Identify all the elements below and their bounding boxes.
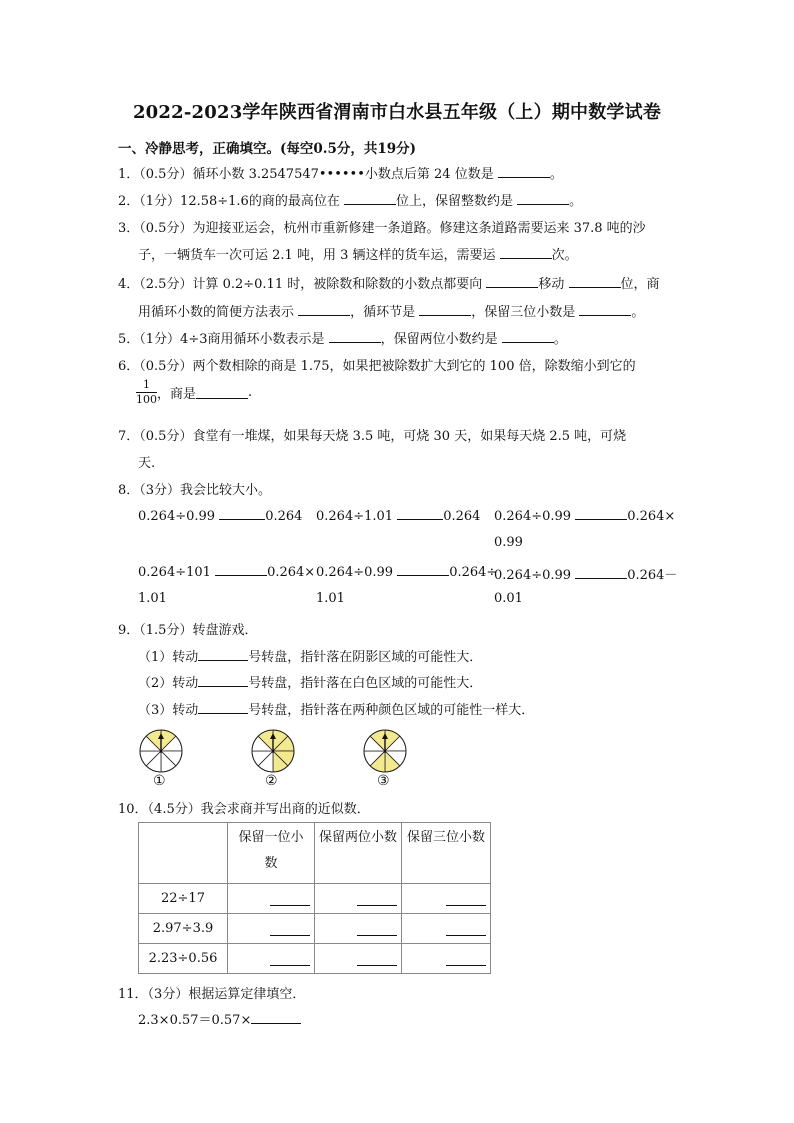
- table-row: [139, 944, 491, 974]
- answer-blank[interactable]: [219, 508, 265, 520]
- answer-blank[interactable]: [575, 567, 627, 579]
- answer-blank[interactable]: [357, 891, 397, 906]
- question-7-line-2: 天.: [138, 456, 156, 471]
- question-11-line-1: 2.3×0.57＝0.57×: [138, 1009, 301, 1028]
- question-7-line-1: 7．（0.5分）食堂有一堆煤，如果每天烧 3.5 吨，可烧 30 天，如果每天烧 2.5 吨，可烧: [118, 429, 627, 444]
- answer-blank[interactable]: [198, 649, 248, 661]
- compare-item: 0.264÷101 0.264×: [138, 565, 316, 580]
- spinner-2: [249, 727, 297, 775]
- answer-blank[interactable]: [397, 564, 449, 576]
- answer-blank[interactable]: [198, 675, 248, 687]
- question-9-item: （2）转动 号转盘，指针落在白色区域的可能性大．: [138, 676, 483, 691]
- compare-item: 0.264÷0.99 0.264÷: [316, 565, 498, 580]
- compare-item-wrap: 1.01: [316, 591, 345, 606]
- answer-blank[interactable]: [270, 921, 310, 936]
- row-label: 22÷17: [139, 884, 228, 914]
- question-6-line-2: $\frac{1}{100}$ ，商是 .: [136, 378, 253, 406]
- question-5: 5．（1分）4÷3商用循环小数表示是 ，保留两位小数约是 。: [118, 332, 567, 347]
- answer-blank[interactable]: [419, 304, 471, 316]
- question-9-heading: 9．（1.5分）转盘游戏．: [118, 623, 258, 638]
- answer-blank[interactable]: [357, 921, 397, 936]
- question-1: 1．（0.5分）循环小数 3.2547547••••••小数点后第 24 位数是 。: [118, 167, 563, 182]
- answer-blank[interactable]: [517, 193, 569, 205]
- compare-item: 0.264÷0.99 0.264: [138, 509, 303, 524]
- row-label: 2.23÷0.56: [139, 944, 228, 974]
- answer-blank[interactable]: [446, 891, 486, 906]
- question-6-line-1: 6．（0.5分）两个数相除的商是 1.75，如果把被除数扩大到它的 100 倍，除数缩小到它的: [118, 359, 636, 374]
- answer-blank[interactable]: [270, 951, 310, 966]
- question-11-heading: 11．（3分）根据运算定律填空．: [118, 987, 306, 1002]
- answer-blank[interactable]: [575, 508, 627, 520]
- question-3-line-1: 3．（0.5分）为迎接亚运会，杭州市重新修建一条道路。修建这条道路需要运来 37.8 吨的沙: [118, 221, 646, 236]
- question-8-heading: 8．（3分）我会比较大小。: [118, 483, 272, 498]
- answer-blank[interactable]: [298, 304, 350, 316]
- table-header: 保留两位小数: [315, 823, 402, 884]
- answer-blank[interactable]: [397, 508, 443, 520]
- question-10-heading: 10．（4.5分）我会求商并写出商的近似数．: [118, 802, 370, 817]
- answer-blank[interactable]: [270, 891, 310, 906]
- answer-blank[interactable]: [329, 331, 381, 343]
- spinner-1: [137, 727, 185, 775]
- answer-blank[interactable]: [446, 951, 486, 966]
- compare-item: 0.264÷0.99 0.264×: [494, 509, 676, 524]
- compare-item-wrap: 0.01: [494, 591, 523, 606]
- answer-blank[interactable]: [251, 1012, 301, 1024]
- row-label: 2.97÷3.9: [139, 914, 228, 944]
- quotient-table: [138, 822, 491, 974]
- table-row: [139, 884, 491, 914]
- answer-blank[interactable]: [500, 247, 552, 259]
- table-header: 保留一位小 数: [228, 823, 315, 884]
- compare-item: 0.264÷0.99 0.264－: [494, 568, 678, 583]
- spinner-label: ③: [377, 773, 390, 789]
- fraction: $\frac{1}{100}$: [136, 378, 157, 406]
- compare-item: 0.264÷1.01 0.264: [316, 509, 481, 524]
- answer-blank[interactable]: [498, 166, 550, 178]
- answer-blank[interactable]: [344, 193, 396, 205]
- spinner-label: ①: [153, 773, 166, 789]
- answer-blank[interactable]: [446, 921, 486, 936]
- answer-blank[interactable]: [196, 387, 248, 399]
- question-9-item: （1）转动 号转盘，指针落在阴影区域的可能性大．: [138, 650, 483, 665]
- answer-blank[interactable]: [486, 276, 538, 288]
- answer-blank[interactable]: [198, 702, 248, 714]
- section-heading: 一、冷静思考，正确填空。(每空0.5分，共19分): [118, 141, 417, 157]
- table-header: 保留三位小数: [402, 823, 491, 884]
- answer-blank[interactable]: [579, 304, 631, 316]
- question-2: 2．（1分）12.58÷1.6的商的最高位在 位上，保留整数约是 。: [118, 194, 583, 209]
- answer-blank[interactable]: [569, 276, 621, 288]
- spinner-label: ②: [265, 773, 278, 789]
- question-9-item: （3）转动 号转盘，指针落在两种颜色区域的可能性一样大．: [138, 703, 535, 718]
- spinner-3: [361, 727, 409, 775]
- compare-item-wrap: 1.01: [138, 591, 167, 606]
- question-4-line-1: 4．（2.5分）计算 0.2÷0.11 时，被除数和除数的小数点都要向 移动 位，商: [118, 277, 660, 292]
- page-title: 2022-2023学年陕西省渭南市白水县五年级（上）期中数学试卷: [132, 102, 662, 123]
- table-corner: [139, 823, 228, 884]
- answer-blank[interactable]: [502, 331, 554, 343]
- compare-item-wrap: 0.99: [494, 535, 523, 550]
- answer-blank[interactable]: [215, 564, 267, 576]
- question-4-line-2: 用循环小数的简便方法表示 ，循环节是 ，保留三位小数是 。: [138, 305, 645, 320]
- question-3-line-2: 子，一辆货车一次可运 2.1 吨，用 3 辆这样的货车运，需要运 次。: [138, 248, 578, 263]
- table-row: [139, 914, 491, 944]
- answer-blank[interactable]: [357, 951, 397, 966]
